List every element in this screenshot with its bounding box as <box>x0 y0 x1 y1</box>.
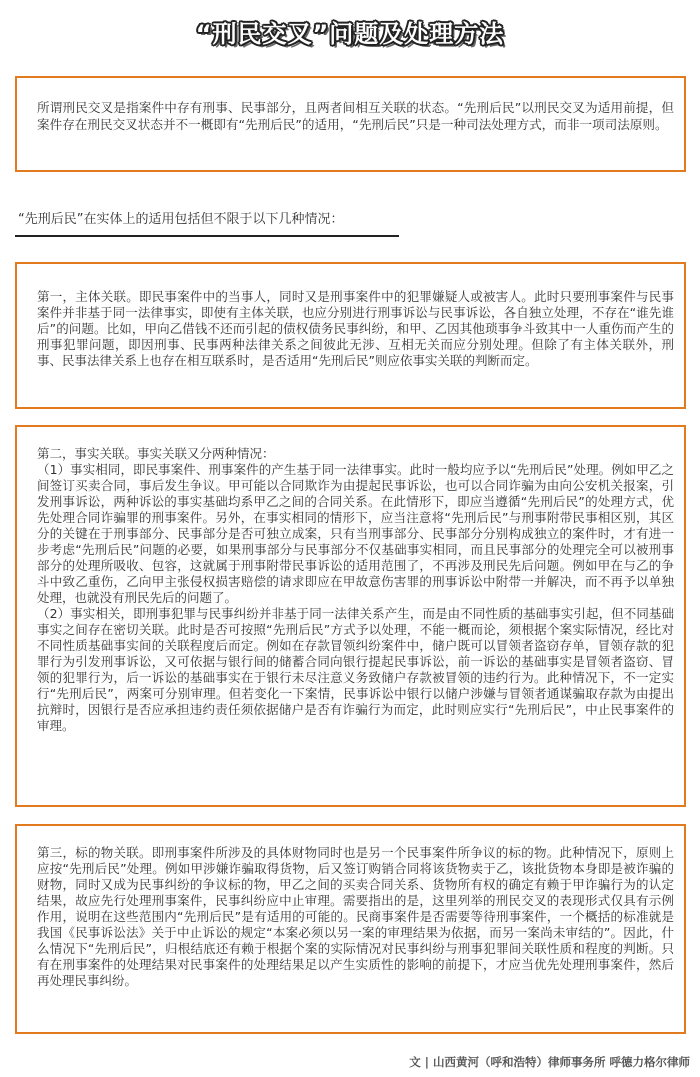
section-fact-box <box>15 425 686 807</box>
divider <box>15 235 399 237</box>
section-subject-box <box>15 262 686 409</box>
section-object-box <box>15 824 686 1034</box>
page-title: “刑民交叉”问题及处理方法 <box>195 20 505 48</box>
intro-box <box>15 76 686 172</box>
intro-text: 所谓刑民交叉是指案件中存有刑事、民事部分，且两者间相互关联的状态。“先刑后民”以刑民交叉为适用前提，但案件存在刑民交叉状态并不一概即有“先刑后民”的适用，“先刑后民”只是一种司法处理方式，而非一项司法原则。 <box>37 100 674 132</box>
section-fact-heading: 第二，事实关联。事实关联又分两种情况： <box>37 446 275 461</box>
section-fact-content <box>37 446 674 734</box>
author-credit: 文 | 山西黄河（呼和浩特）律师事务所 呼德力格尔律师 <box>409 1055 690 1069</box>
intro-line: “先刑后民”在实体上的适用包括但不限于以下几种情况： <box>18 212 344 227</box>
section-fact-para1: （1）事实相同，即民事案件、刑事案件的产生基于同一法律事实。此时一般均应予以“先刑后民”处理。例如甲乙之间签订买卖合同，事后发生争议。甲可能以合同欺诈为由提起民事诉讼，也可以合同诈骗为由向公安机关报案，引发刑事诉讼，两种诉讼的事实基础均系甲乙之间的合同关系。在此情形下，即应当遵循“先刑后民”的处理方式，优先处理合同诈骗罪的刑事案件。另外，在事实相同的情形下，应当注意将“先刑后民”与刑事附带民事相区别，其区分的关键在于刑事部分、民事部分是否可独立成案，只有当刑事部分、民事部分分别构成独立的案件时，才有进一步考虑“先刑后民”问题的必要，如果刑事部分与民事部分不仅基础事实相同，而且民事部分的处理完全可以被刑事部分的处理所吸收、包容，这就属于刑事附带民事诉讼的适用范围了，不再涉及刑民先后问题。例如甲在与乙的争斗中致乙重伤，乙向甲主张侵权损害赔偿的请求即应在甲故意伤害罪的刑事诉讼中附带一并解决，而不再予以单独处理，也就没有刑民先后的问题了。 <box>37 462 674 605</box>
section-object-text: 第三，标的物关联。即刑事案件所涉及的具体财物同时也是另一个民事案件所争议的标的物。此种情况下，原则上应按“先刑后民”处理。例如甲涉嫌诈骗取得货物，后又签订购销合同将该货物卖于乙，该批货物本身即是被诈骗的财物，同时又成为民事纠纷的争议标的物，甲乙之间的买卖合同关系、货物所有权的确定有赖于甲诈骗行为的认定结果，故应先行处理刑事案件，民事纠纷应中止审理。需要指出的是，这里列举的刑民交叉的表现形式仅具有示例作用，说明在这些范围内“先刑后民”是有适用的可能的。民商事案件是否需要等待刑事案件，一个概括的标准就是我国《民事诉讼法》关于中止诉讼的规定“本案必须以另一案的审理结果为依据，而另一案尚未审结的”。因此，什么情况下“先刑后民”，归根结底还有赖于根据个案的实际情况对民事纠纷与刑事犯罪间关联性质和程度的判断。只有在刑事案件的处理结果对民事案件的处理结果足以产生实质性的影响的前提下，才应当优先处理刑事案件，然后再处理民事纠纷。 <box>37 845 674 988</box>
section-fact-para2: （2）事实相关，即刑事犯罪与民事纠纷并非基于同一法律关系产生，而是由不同性质的基础事实引起，但不同基础事实之间存在密切关联。此时是否可按照“先刑后民”方式予以处理，不能一概而论，须根据个案实际情况，经比对不同性质基础事实间的关联程度后而定。例如在存款冒领纠纷案件中，储户既可以冒领者盗窃存单，冒领存款的犯罪行为引发刑事诉讼，又可依据与银行间的储蓄合同向银行提起民事诉讼，前一诉讼的基础事实是冒领者盗窃、冒领的犯罪行为，后一诉讼的基础事实在于银行未尽注意义务致储户存款被冒领的违约行为。此种情况下，不一定实行“先刑后民”，两案可分别审理。但若变化一下案情，民事诉讼中银行以储户涉嫌与冒领者通谋骗取存款为由提出抗辩时，因银行是否应承担违约责任须依据储户是否有诈骗行为而定，此时则应实行“先刑后民”，中止民事案件的审理。 <box>37 606 674 733</box>
section-subject-text: 第一，主体关联。即民事案件中的当事人，同时又是刑事案件中的犯罪嫌疑人或被害人。此时只要刑事案件与民事案件并非基于同一法律事实，即使有主体关联，也应分别进行刑事诉讼与民事诉讼，各自独立处理，不存在“谁先谁后”的问题。比如，甲向乙借钱不还而引起的债权债务民事纠纷，和甲、乙因其他琐事争斗致其中一人重伤而产生的刑事犯罪问题，即因刑事、民事两种法律关系之间彼此无涉、互相无关而应分别处理。但除了有主体关联外，刑事、民事法律关系上也存在相互联系时，是否适用“先刑后民”则应依事实关联的判断而定。 <box>37 289 674 368</box>
